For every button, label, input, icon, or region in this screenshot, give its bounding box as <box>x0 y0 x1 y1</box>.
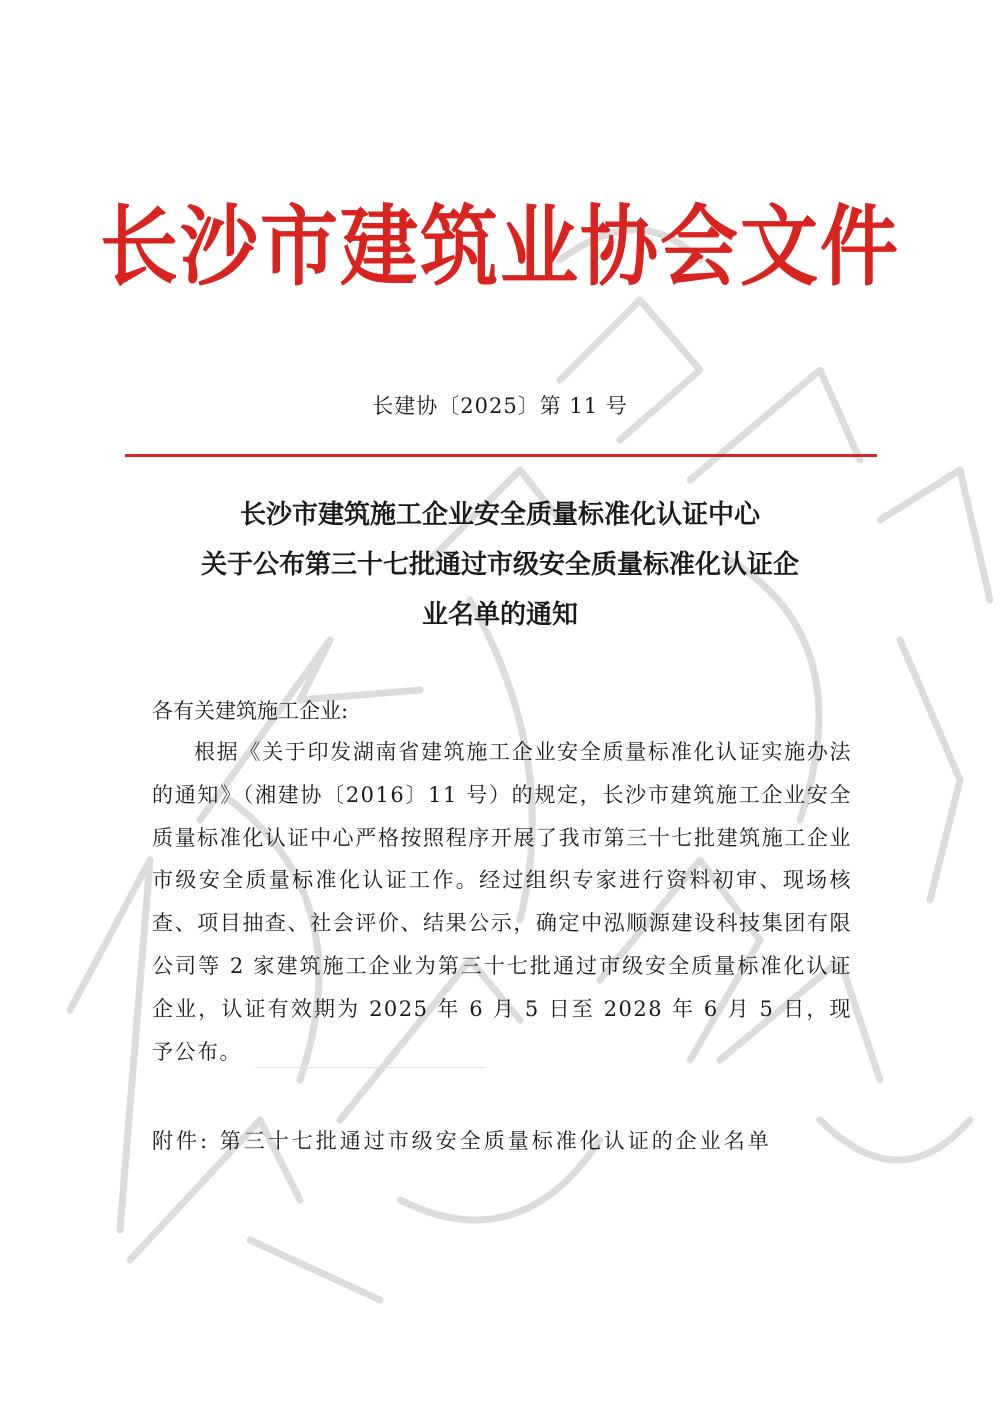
title-line-1: 长沙市建筑施工企业安全质量标准化认证中心 <box>239 500 760 530</box>
notice-title <box>120 490 880 640</box>
body-paragraph: 根据《关于印发湖南省建筑施工企业安全质量标准化认证实施办法的通知》（湘建协〔2016〕11 号）的规定，长沙市建筑施工企业安全质量标准化认证中心严格按照程序开展了我市第三十七批建筑施工企业市级安全质量标准化认证工作。经过组织专家进行资料初审、现场核查、项目抽查、社会评价、结果公示，确定中泓顺源建设科技集团有限公司等 2 家建筑施工企业为第三十七批通过市级安全质量标准化认证企业，认证有效期为 2025 年 6 月 5 日至 2028 年 6 月 5 日，现予公布。 <box>152 740 852 1064</box>
attachment-line: 附件: 第三十七批通过市级安全质量标准化认证的企业名单 <box>152 1129 772 1153</box>
faint-divider <box>255 1067 485 1068</box>
masthead-title: 长沙市建筑业协会文件 <box>99 196 900 299</box>
title-line-3: 业名单的通知 <box>421 600 578 630</box>
red-divider <box>125 454 877 457</box>
document-number: 长建协〔2025〕第 11 号 <box>372 394 628 418</box>
title-line-2: 关于公布第三十七批通过市级安全质量标准化认证企 <box>200 550 799 580</box>
salutation: 各有关建筑施工企业: <box>152 699 349 723</box>
